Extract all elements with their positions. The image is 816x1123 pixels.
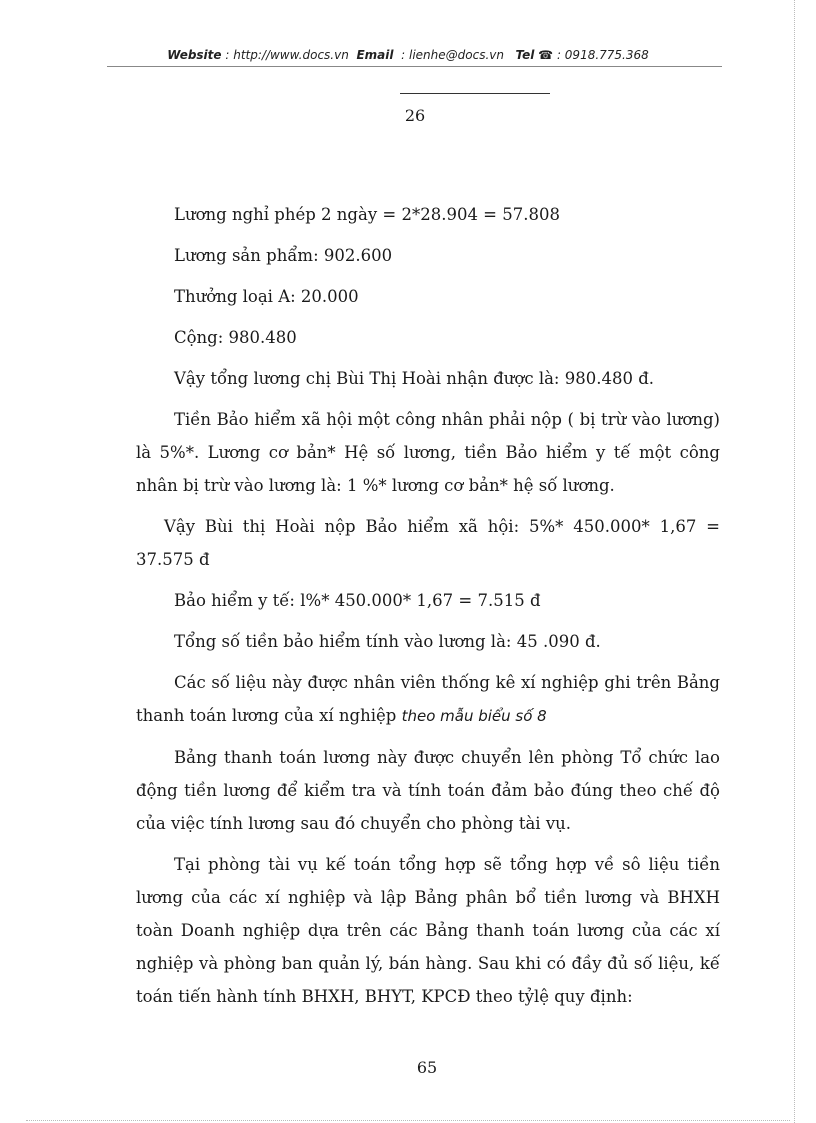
tel-value: : 0918.775.368 xyxy=(556,48,649,62)
paragraph-2: Lương sản phẩm: 902.600 xyxy=(174,246,393,265)
tel-label: Tel xyxy=(515,48,535,62)
email-label: Email xyxy=(356,48,394,62)
paragraph-3: Thưởng loại A: 20.000 xyxy=(174,287,359,306)
top-number: 26 xyxy=(404,106,426,125)
paragraph-1: Lương nghỉ phép 2 ngày = 2*28.904 = 57.808 xyxy=(174,205,560,224)
paragraph-11: Bảng thanh toán lương này được chuyển lên phòng Tổ chức lao động tiền lương để kiểm tra và tính toán đảm bảo đúng theo chế độ của việc tính lương sau đó chuyển cho phòng tài vụ. xyxy=(136,748,720,833)
short-rule xyxy=(400,93,550,94)
page-number: 65 xyxy=(416,1058,438,1077)
document-body xyxy=(136,198,720,1021)
paragraph-5: Vậy tổng lương chị Bùi Thị Hoài nhận được là: 980.480 đ. xyxy=(174,369,655,388)
page-header xyxy=(0,48,816,62)
right-border xyxy=(794,0,795,1123)
paragraph-10 xyxy=(136,666,720,733)
bottom-border xyxy=(26,1120,790,1121)
paragraph-10-text: Các số liệu này được nhân viên thống kê xí nghiệp ghi trên Bảng thanh toán lương của xí nghiệp xyxy=(136,673,720,725)
website-label: Website xyxy=(167,48,222,62)
paragraph-9: Tổng số tiền bảo hiểm tính vào lương là: 45 .090 đ. xyxy=(174,632,601,651)
paragraph-12: Tại phòng tài vụ kế toán tổng hợp sẽ tổng hợp về sô liệu tiền lương của các xí nghiệp và lập Bảng phân bổ tiền lương và BHXH toàn Doanh nghiệp dựa trên các Bảng thanh toán lương của các xí nghiệp và phòng ban quản lý, bán hàng. Sau khi có đầy đủ số liệu, kế toán tiến hành tính BHXH, BHYT, KPCĐ theo tỷlệ quy định: xyxy=(136,855,720,1006)
header-rule xyxy=(107,66,722,67)
form-reference: theo mẫu biểu số 8 xyxy=(401,707,547,725)
phone-icon: ☎ xyxy=(538,48,554,62)
paragraph-7: Vậy Bùi thị Hoài nộp Bảo hiểm xã hội: 5%* 450.000* 1,67 = 37.575 đ xyxy=(136,517,720,569)
paragraph-6: Tiền Bảo hiểm xã hội một công nhân phải nộp ( bị trừ vào lương) là 5%*. Lương cơ bản* Hệ số lương, tiền Bảo hiểm y tế một công nhân bị trừ vào lương là: 1 %* lương cơ bản* hệ số lương. xyxy=(136,410,720,495)
website-value: : http://www.docs.vn xyxy=(225,48,349,62)
paragraph-8: Bảo hiểm y tế: l%* 450.000* 1,67 = 7.515 đ xyxy=(174,591,541,610)
email-value: : lienhe@docs.vn xyxy=(401,48,504,62)
paragraph-4: Cộng: 980.480 xyxy=(174,328,297,347)
